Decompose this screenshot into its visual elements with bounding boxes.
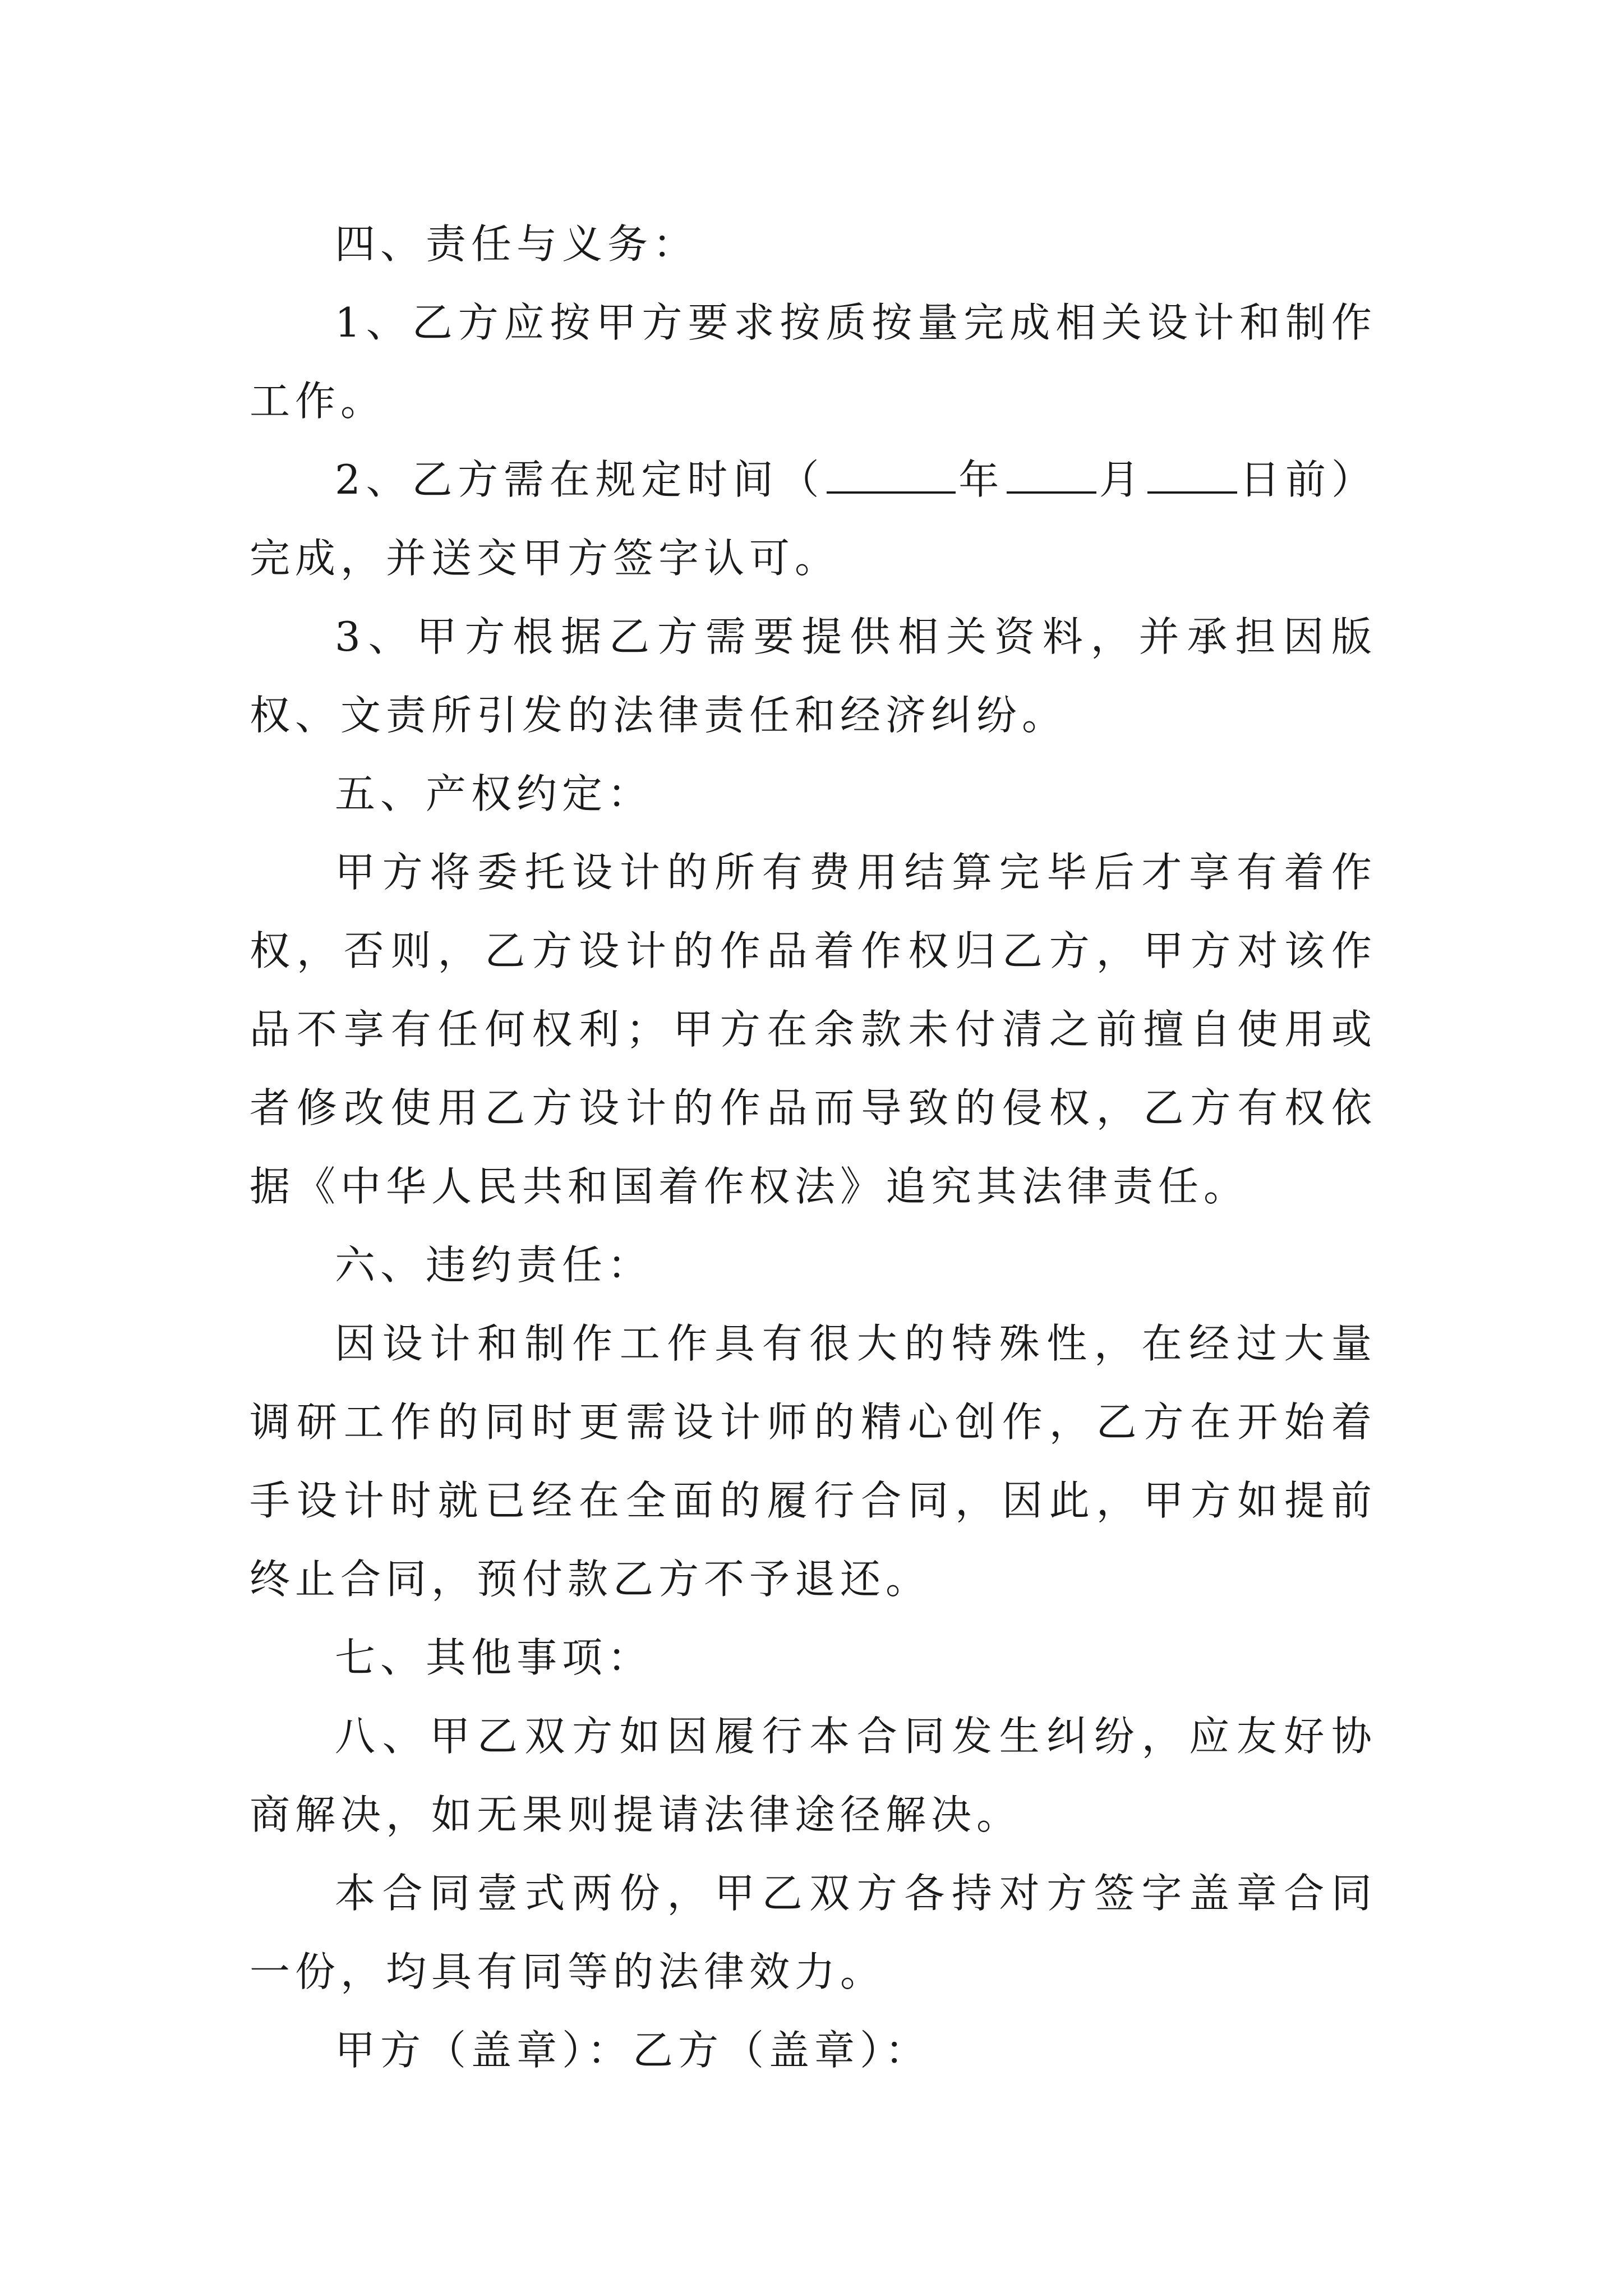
year-label: 年 bbox=[958, 456, 1005, 503]
item-2-suffix: 日前）完成，并送交甲方签字认可。 bbox=[250, 456, 1377, 582]
month-label: 月 bbox=[1099, 456, 1145, 503]
year-blank bbox=[827, 454, 956, 494]
month-blank bbox=[1007, 454, 1096, 494]
item-2-prefix: 2、乙方需在规定时间（ bbox=[335, 456, 825, 503]
section-7-heading: 七、其他事项： bbox=[335, 1634, 653, 1681]
section-6-body: 因设计和制作工作具有很大的特殊性，在经过大量调研工作的同时更需设计师的精心创作，乙方在开始着手设计时就已经在全面的履行合同，因此，甲方如提前终止合同，预付款乙方不予退还。 bbox=[250, 1320, 1377, 1603]
section-8-body: 八、甲乙双方如因履行本合同发生纠纷，应友好协商解决，如无果则提请法律途径解决。 bbox=[250, 1713, 1377, 1838]
section-4-item-3: 3、甲方根据乙方需要提供相关资料，并承担因版权、文责所引发的法律责任和经济纠纷。 bbox=[250, 613, 1377, 739]
section-6-heading: 六、违约责任： bbox=[335, 1241, 653, 1289]
copies-clause: 本合同壹式两份，甲乙双方各持对方签字盖章合同一份，均具有同等的法律效力。 bbox=[250, 1870, 1377, 1995]
day-blank bbox=[1147, 454, 1237, 494]
section-5-body: 甲方将委托设计的所有费用结算完毕后才享有着作权，否则，乙方设计的作品着作权归乙方，甲方对该作品不享有任何权利；甲方在余款未付清之前擅自使用或者修改使用乙方设计的作品而导致的侵权，乙方有权依据《中华人民共和国着作权法》追究其法律责任。 bbox=[250, 849, 1377, 1210]
section-5-heading: 五、产权约定： bbox=[335, 770, 653, 817]
section-4-item-2 bbox=[250, 440, 1377, 597]
section-4-item-1: 1、乙方应按甲方要求按质按量完成相关设计和制作工作。 bbox=[250, 299, 1377, 425]
section-4-heading: 四、责任与义务： bbox=[335, 220, 699, 268]
signature-line: 甲方（盖章）：乙方（盖章）： bbox=[335, 2027, 931, 2074]
contract-page bbox=[250, 205, 1377, 2090]
